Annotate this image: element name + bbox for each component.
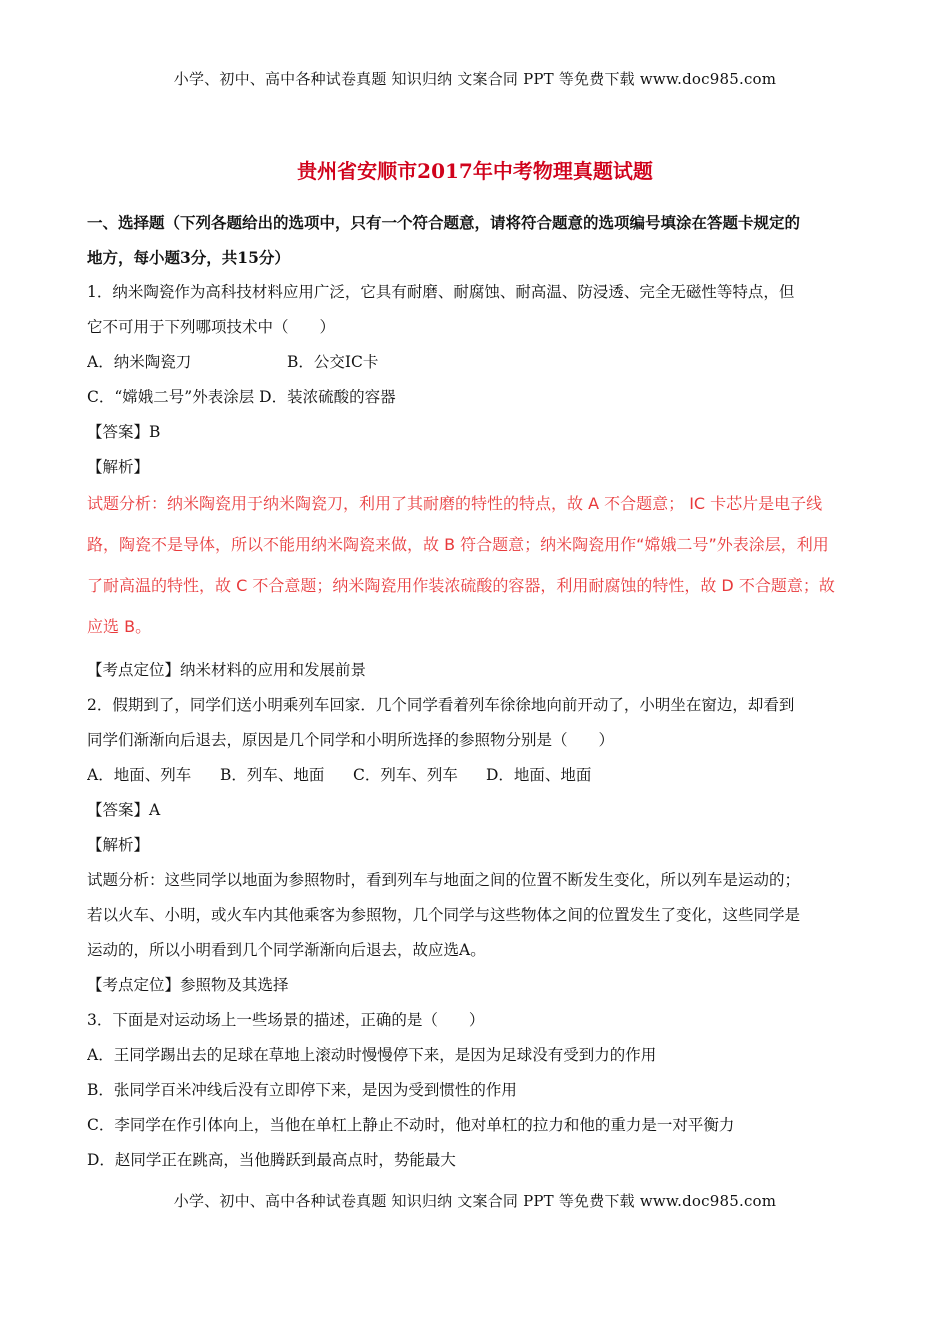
q2-option-b: B．列车、地面 [220, 766, 325, 784]
q2-analysis-line3: 运动的，所以小明看到几个同学渐渐向后退去，故应选A。 [87, 941, 486, 959]
q2-answer: 【答案】A [87, 801, 161, 819]
q1-analysis-line1: 试题分析：纳米陶瓷用于纳米陶瓷刀，利用了其耐磨的特性的特点，故 A 不合题意； IC 卡芯片是电子线 [87, 494, 823, 513]
q1-options-row2 [87, 380, 867, 415]
q1-stem-line1: 1．纳米陶瓷作为高科技材料应用广泛，它具有耐磨、耐腐蚀、耐高温、防浸透、完全无磁性等特点，但 [87, 283, 795, 301]
q2-option-a: A．地面、列车 [87, 766, 192, 784]
q1-option-c: C．“嫦娥二号”外表涂层 [87, 388, 255, 406]
q2-analysis-line2: 若以火车、小明，或火车内其他乘客为参照物，几个同学与这些物体之间的位置发生了变化，这些同学是 [87, 906, 801, 924]
page-header: 小学、初中、高中各种试卷真题 知识归纳 文案合同 PPT 等免费下载 www.doc985.com [173, 70, 777, 88]
q3-option-c: C．李同学在作引体向上，当他在单杠上静止不动时，他对单杠的拉力和他的重力是一对平衡力 [87, 1116, 735, 1134]
document-body [87, 205, 867, 1178]
q3-option-a: A．王同学踢出去的足球在草地上滚动时慢慢停下来，是因为足球没有受到力的作用 [87, 1046, 657, 1064]
q1-analysis-text [87, 483, 867, 647]
q3-option-d: D．赵同学正在跳高，当他腾跃到最高点时，势能最大 [87, 1151, 456, 1169]
q3-option-b: B．张同学百米冲线后没有立即停下来，是因为受到惯性的作用 [87, 1081, 517, 1099]
q2-analysis-label: 【解析】 [87, 836, 150, 854]
section-heading-line2: 地方，每小题3分，共15分） [87, 248, 290, 267]
q2-options-row [87, 758, 867, 793]
q1-answer: 【答案】B [87, 423, 161, 441]
q1-option-a: A．纳米陶瓷刀 [87, 353, 192, 371]
q3-stem: 3．下面是对运动场上一些场景的描述，正确的是（ ） [87, 1011, 485, 1029]
q2-stem-line2: 同学们渐渐向后退去，原因是几个同学和小明所选择的参照物分别是（ ） [87, 731, 615, 749]
q1-stem-line2: 它不可用于下列哪项技术中（ ） [87, 318, 336, 336]
q2-option-c: C．列车、列车 [353, 766, 458, 784]
q1-analysis-line3: 了耐高温的特性，故 C 不合意题；纳米陶瓷用作装浓硫酸的容器，利用耐腐蚀的特性，故 D 不合题意；故 [87, 576, 835, 595]
page-title: 贵州省安顺市2017年中考物理真题试题 [297, 159, 653, 183]
q1-option-b: B．公交IC卡 [287, 353, 379, 371]
page-footer: 小学、初中、高中各种试卷真题 知识归纳 文案合同 PPT 等免费下载 www.doc985.com [173, 1192, 777, 1210]
q1-kaodian: 【考点定位】纳米材料的应用和发展前景 [87, 661, 367, 679]
q1-analysis-line2: 路，陶瓷不是导体，所以不能用纳米陶瓷来做，故 B 符合题意；纳米陶瓷用作“嫦娥二号”外表涂层，利用 [87, 535, 829, 554]
q1-analysis-line4: 应选 B。 [87, 617, 152, 636]
q2-analysis-line1: 试题分析：这些同学以地面为参照物时，看到列车与地面之间的位置不断发生变化，所以列车是运动的； [87, 871, 801, 889]
q2-kaodian: 【考点定位】参照物及其选择 [87, 976, 289, 994]
q2-stem-line1: 2．假期到了，同学们送小明乘列车回家．几个同学看着列车徐徐地向前开动了，小明坐在窗边，却看到 [87, 696, 795, 714]
section-heading-line1: 一、选择题（下列各题给出的选项中，只有一个符合题意，请将符合题意的选项编号填涂在答题卡规定的 [87, 213, 801, 232]
q1-option-d: D．装浓硫酸的容器 [259, 388, 396, 406]
q2-option-d: D．地面、地面 [486, 766, 592, 784]
q1-analysis-label: 【解析】 [87, 458, 150, 476]
q1-options-row1 [87, 345, 867, 380]
